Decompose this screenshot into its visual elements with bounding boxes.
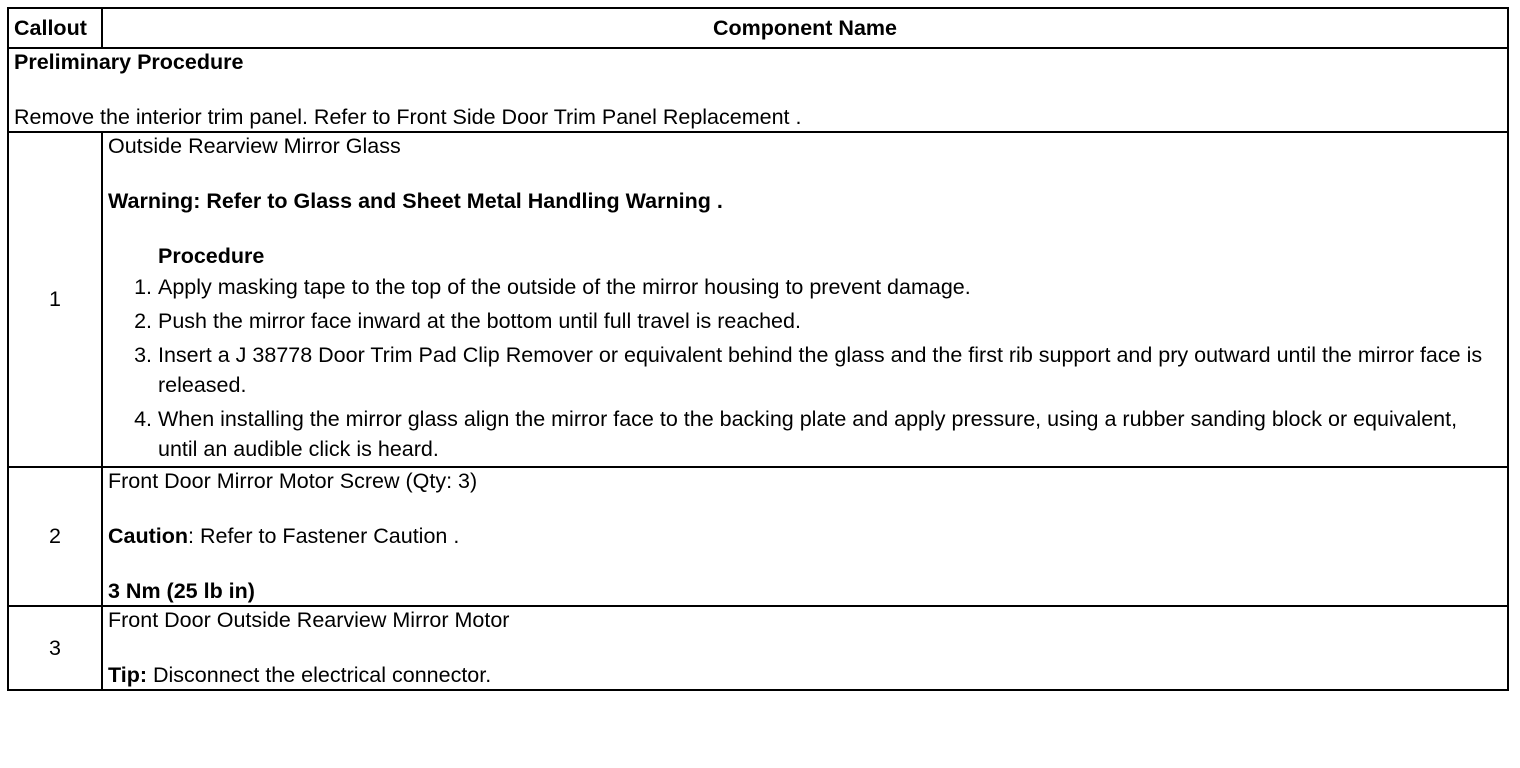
list-item: [134, 270, 1502, 304]
caution-line: [108, 523, 1502, 550]
step-number: 3.: [134, 343, 152, 367]
component-cell: [102, 606, 1508, 690]
torque-spec: 3 Nm (25 lb in): [108, 579, 255, 603]
warning-text: Warning: Refer to Glass and Sheet Metal Handling Warning .: [108, 189, 723, 213]
component-name-header: Component Name: [102, 8, 1508, 48]
callout-number: 3: [8, 606, 102, 690]
list-item: [134, 402, 1502, 466]
table-row: [8, 132, 1508, 467]
table-row: [8, 606, 1508, 690]
table-header-row: [8, 8, 1508, 48]
procedure-title: Procedure: [158, 244, 265, 268]
caution-text: : Refer to Fastener Caution .: [188, 524, 460, 548]
table-row: [8, 467, 1508, 606]
step-text: When installing the mirror glass align the mirror face to the backing plate and apply pressure, using a rubber sanding block or equivalent, until an audible click is heard.: [158, 407, 1458, 461]
step-text: Apply masking tape to the top of the outside of the mirror housing to prevent damage.: [158, 275, 971, 299]
step-number: 1.: [134, 275, 152, 299]
component-cell: [102, 467, 1508, 606]
callout-number: 1: [8, 132, 102, 467]
callout-number: 2: [8, 467, 102, 606]
preliminary-title: Preliminary Procedure: [14, 50, 244, 74]
tip-label: Tip:: [108, 663, 148, 687]
list-item: [134, 304, 1502, 338]
component-name: Outside Rearview Mirror Glass: [108, 134, 401, 158]
tip-line: [108, 662, 1502, 689]
procedure-table: [7, 7, 1509, 691]
component-name: Front Door Outside Rearview Mirror Motor: [108, 608, 510, 632]
callout-header: Callout: [8, 8, 102, 48]
step-number: 4.: [134, 407, 152, 431]
step-text: Insert a J 38778 Door Trim Pad Clip Remover or equivalent behind the glass and the first rib support and pry outward until the mirror face is released.: [158, 343, 1483, 397]
preliminary-text: Remove the interior trim panel. Refer to Front Side Door Trim Panel Replacement .: [14, 105, 802, 129]
step-number: 2.: [134, 309, 152, 333]
preliminary-cell: [8, 48, 1508, 132]
procedure-steps: [108, 270, 1502, 466]
step-text: Push the mirror face inward at the bottom until full travel is reached.: [158, 309, 801, 333]
preliminary-row: [8, 48, 1508, 132]
tip-text: Disconnect the electrical connector.: [147, 663, 492, 687]
caution-label: Caution: [108, 524, 189, 548]
component-name: Front Door Mirror Motor Screw (Qty: 3): [108, 469, 478, 493]
list-item: [134, 338, 1502, 402]
component-cell: [102, 132, 1508, 467]
